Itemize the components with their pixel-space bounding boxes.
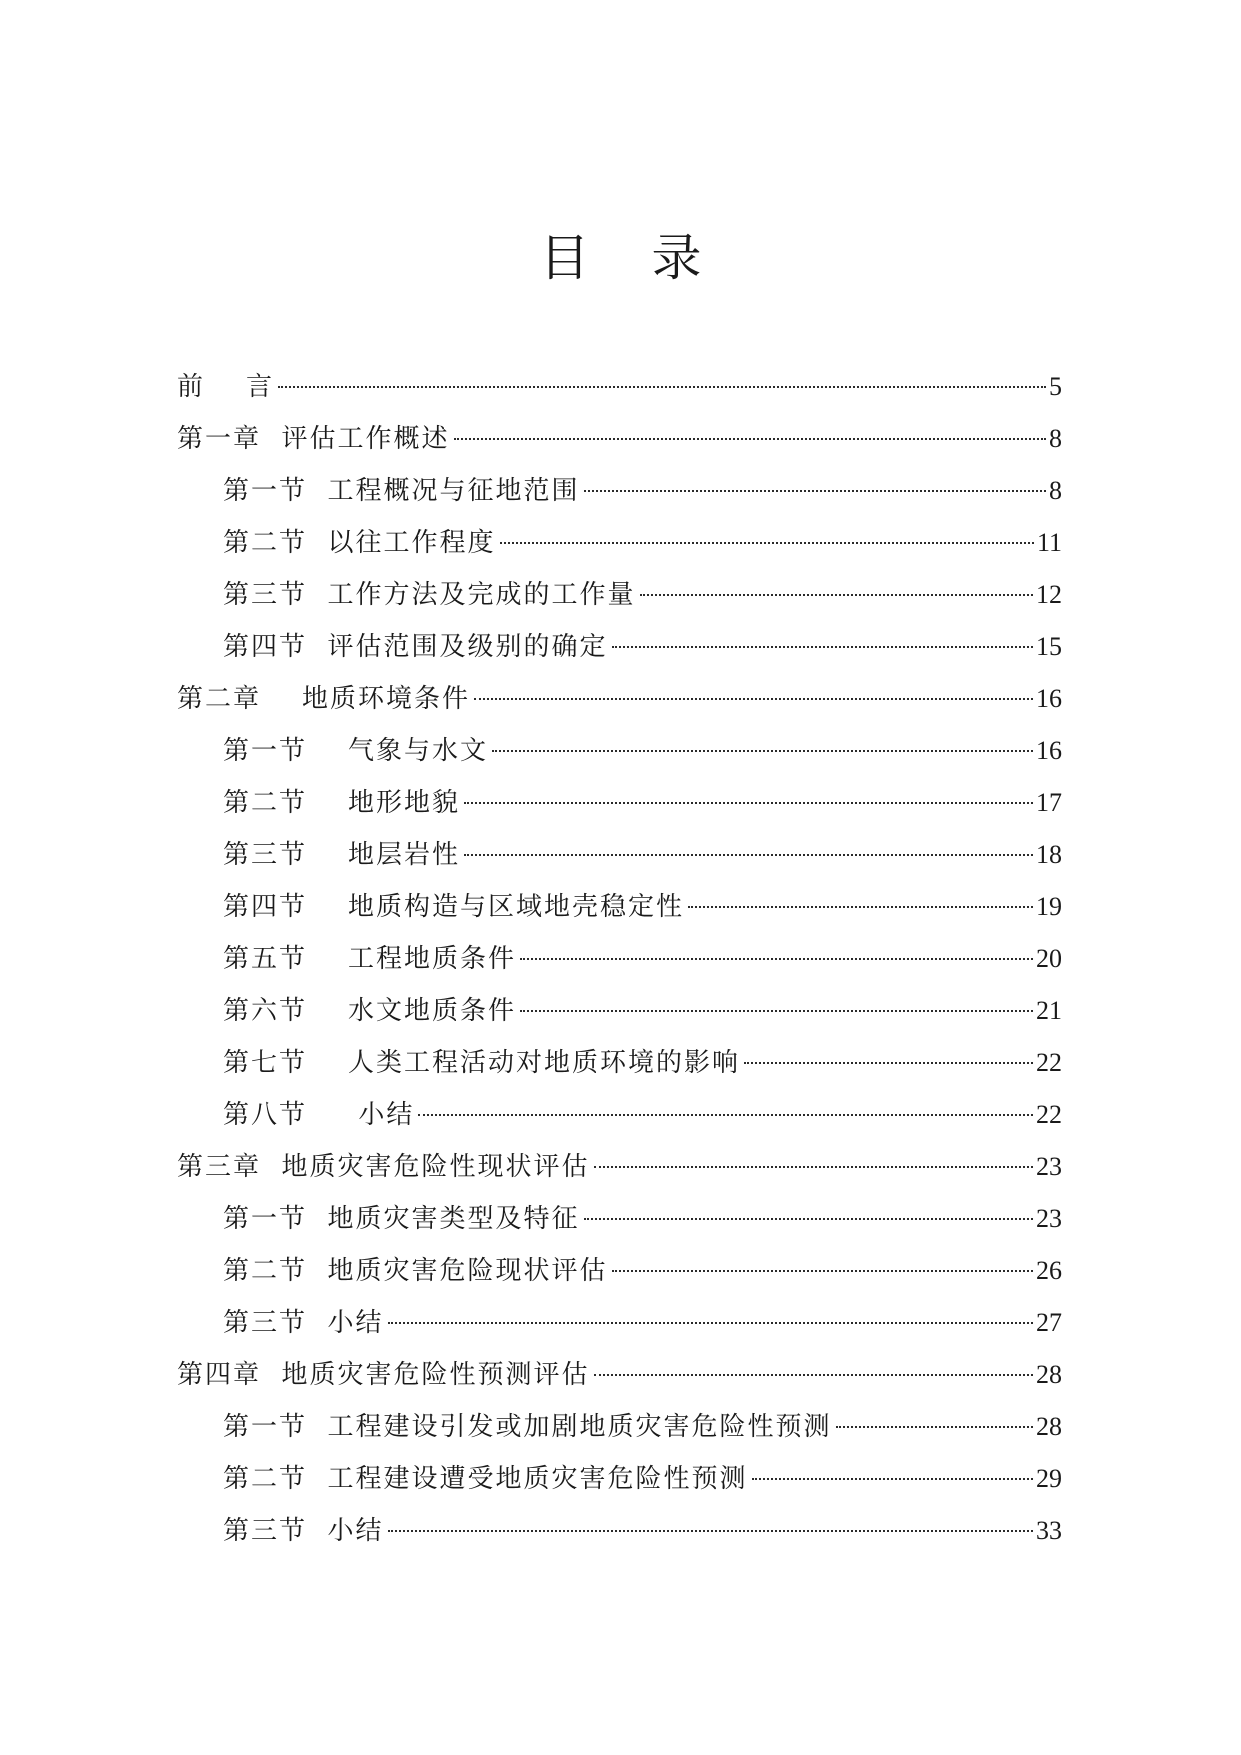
toc-section-entry[interactable]: [177, 933, 1062, 985]
toc-section-entry[interactable]: [177, 1505, 1062, 1557]
toc-entry-label: 第一节 工程建设引发或加剧地质灾害危险性预测: [223, 1412, 832, 1442]
toc-section-entry[interactable]: [177, 465, 1062, 517]
dot-leader: [594, 1374, 1033, 1376]
toc-entry-page-number: 23: [1036, 1204, 1062, 1233]
toc-entry-page-number: 18: [1036, 840, 1062, 869]
toc-entry-label: 前 言: [177, 372, 275, 402]
toc-entry-label: 第四节 地质构造与区域地壳稳定性: [223, 892, 685, 922]
toc-chapter-entry[interactable]: [177, 1141, 1062, 1193]
toc-entry-label: 第三节 地层岩性: [223, 840, 461, 870]
toc-entry-label: 第三节 工作方法及完成的工作量: [223, 580, 636, 610]
toc-entry-label: 第六节 水文地质条件: [223, 996, 517, 1026]
toc-chapter-entry[interactable]: [177, 413, 1062, 465]
dot-leader: [744, 1062, 1033, 1064]
toc-section-entry[interactable]: [177, 1193, 1062, 1245]
dot-leader: [612, 1270, 1033, 1272]
toc-section-entry[interactable]: [177, 1297, 1062, 1349]
dot-leader: [612, 646, 1033, 648]
toc-section-entry[interactable]: [177, 985, 1062, 1037]
dot-leader: [520, 1010, 1033, 1012]
toc-entry-label: 第七节 人类工程活动对地质环境的影响: [223, 1048, 741, 1078]
toc-entry-page-number: 17: [1036, 788, 1062, 817]
toc-section-entry[interactable]: [177, 569, 1062, 621]
toc-entry-page-number: 27: [1036, 1308, 1062, 1337]
dot-leader: [584, 490, 1046, 492]
toc-entry-label: 第二节 地形地貌: [223, 788, 461, 818]
toc-section-entry[interactable]: [177, 777, 1062, 829]
toc-entry-label: 第四节 评估范围及级别的确定: [223, 632, 608, 662]
toc-entry-label: 第二节 地质灾害危险现状评估: [223, 1256, 608, 1286]
toc-entry-label: 第一章 评估工作概述: [177, 424, 450, 454]
toc-entry-page-number: 19: [1036, 892, 1062, 921]
dot-leader: [278, 386, 1046, 388]
dot-leader: [500, 542, 1034, 544]
dot-leader: [594, 1166, 1033, 1168]
toc-entry-page-number: 22: [1036, 1048, 1062, 1077]
dot-leader: [836, 1426, 1033, 1428]
toc-entry-page-number: 23: [1036, 1152, 1062, 1181]
toc-entry-label: 第三章 地质灾害危险性现状评估: [177, 1152, 590, 1182]
toc-entry-page-number: 15: [1036, 632, 1062, 661]
toc-chapter-entry[interactable]: [177, 1349, 1062, 1401]
toc-section-entry[interactable]: [177, 829, 1062, 881]
toc-entry-page-number: 20: [1036, 944, 1062, 973]
dot-leader: [388, 1530, 1033, 1532]
toc-entry-page-number: 8: [1049, 476, 1062, 505]
toc-section-entry[interactable]: [177, 1245, 1062, 1297]
toc-section-entry[interactable]: [177, 725, 1062, 777]
toc-entry-page-number: 12: [1036, 580, 1062, 609]
toc-entry-page-number: 11: [1036, 528, 1062, 557]
dot-leader: [584, 1218, 1033, 1220]
dot-leader: [474, 698, 1033, 700]
toc-entry-page-number: 16: [1036, 736, 1062, 765]
toc-entry-label: 第二章 地质环境条件: [177, 684, 471, 714]
toc-entry-label: 第三节 小结: [223, 1308, 384, 1338]
toc-entry-page-number: 28: [1036, 1360, 1062, 1389]
dot-leader: [454, 438, 1046, 440]
toc-entry-label: 第八节 小结: [223, 1100, 415, 1130]
dot-leader: [520, 958, 1033, 960]
toc-entry-page-number: 21: [1036, 996, 1062, 1025]
toc-entry-page-number: 5: [1049, 372, 1062, 401]
dot-leader: [388, 1322, 1033, 1324]
toc-entry-page-number: 22: [1036, 1100, 1062, 1129]
dot-leader: [492, 750, 1033, 752]
dot-leader: [464, 802, 1033, 804]
toc-entry-page-number: 28: [1036, 1412, 1062, 1441]
toc-entry-page-number: 26: [1036, 1256, 1062, 1285]
toc-entry-label: 第三节 小结: [223, 1516, 384, 1546]
toc-chapter-entry[interactable]: [177, 673, 1062, 725]
toc-section-entry[interactable]: [177, 621, 1062, 673]
toc-entry-page-number: 29: [1036, 1464, 1062, 1493]
toc-section-entry[interactable]: [177, 1453, 1062, 1505]
dot-leader: [464, 854, 1033, 856]
dot-leader: [752, 1478, 1033, 1480]
dot-leader: [418, 1114, 1033, 1116]
dot-leader: [640, 594, 1033, 596]
toc-section-entry[interactable]: [177, 517, 1062, 569]
toc-entry-page-number: 8: [1049, 424, 1062, 453]
toc-section-entry[interactable]: [177, 881, 1062, 933]
toc-chapter-entry[interactable]: [177, 361, 1062, 413]
page-title: 目录: [539, 229, 764, 287]
toc-entry-label: 第一节 气象与水文: [223, 736, 489, 766]
toc-entry-label: 第一节 地质灾害类型及特征: [223, 1204, 580, 1234]
toc-entry-label: 第二节 工程建设遭受地质灾害危险性预测: [223, 1464, 748, 1494]
toc-entry-label: 第二节 以往工作程度: [223, 528, 496, 558]
toc-section-entry[interactable]: [177, 1401, 1062, 1453]
toc-entry-label: 第四章 地质灾害危险性预测评估: [177, 1360, 590, 1390]
toc-entry-page-number: 33: [1036, 1516, 1062, 1545]
toc-entry-label: 第一节 工程概况与征地范围: [223, 476, 580, 506]
toc-section-entry[interactable]: [177, 1037, 1062, 1089]
toc-entry-label: 第五节 工程地质条件: [223, 944, 517, 974]
toc-section-entry[interactable]: [177, 1089, 1062, 1141]
dot-leader: [688, 906, 1033, 908]
table-of-contents: [177, 361, 1062, 1557]
toc-entry-page-number: 16: [1036, 684, 1062, 713]
